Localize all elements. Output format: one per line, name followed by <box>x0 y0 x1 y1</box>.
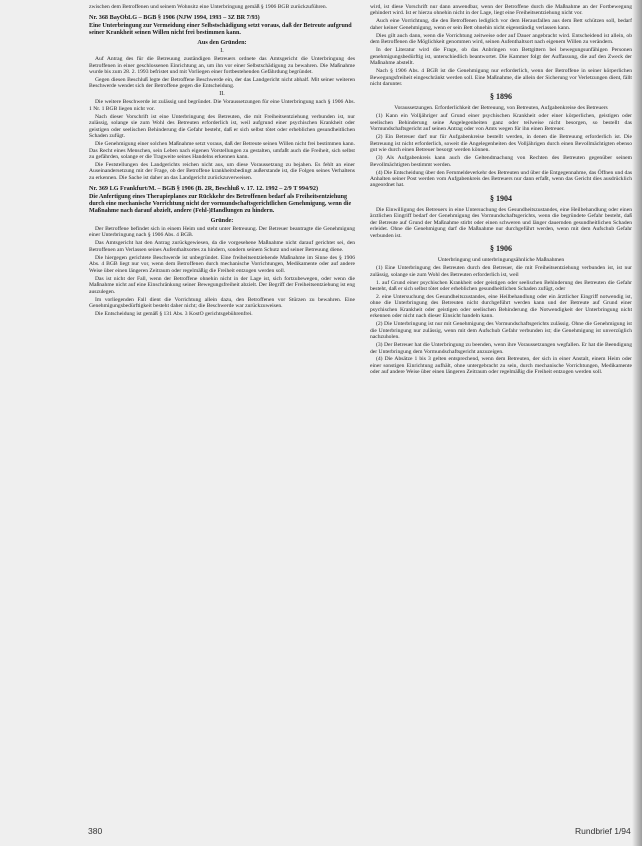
section-roman-2: II. <box>219 91 225 98</box>
intro-paragraph: zwischen dem Betroffenen und seinem Wohnsitz eine Unterbringung gemäß § 1906 BGB zurückzuführen. <box>89 4 328 10</box>
statute-paragraph: Die Einwilligung des Betreuers in eine Untersuchung des Gesundheitszustandes, eine Heilbehandlung oder einen ärztlichen Eingriff bedarf der Genehmigung des Vormundschaftsgerichts, wenn die begründete Gefahr besteht, daß der Betreute auf Grund der Maßnahme stirbt oder einen schweren und länger dauernden gesundheitlichen Schaden erleidet. Ohne die Genehmigung darf die Maßnahme nur durchgeführt werden, wenn mit dem Aufschub Gefahr verbunden ist. <box>370 206 632 239</box>
statute-paragraph: (3) Der Betreuer hat die Unterbringung zu beenden, wenn ihre Voraussetzungen wegfallen. Er hat die Beendigung der Unterbringung dem Vormundschaftsgericht anzuzeigen. <box>370 342 632 355</box>
statute-paragraph: 2. eine Untersuchung des Gesundheitszustandes, eine Heilbehandlung oder ein ärztlicher Eingriff notwendig ist, ohne die Unterbringung des Betreuten nicht durchgeführt werden kann und der Betreute auf Grund einer psychischen Krankheit oder geistigen oder seelischen Behinderung die Notwendigkeit der Unterbringung nicht erkennen oder nicht nach dieser Einsicht handeln kann. <box>370 293 632 320</box>
case-citation-2: Nr. 369 LG Frankfurt/M. – BGB § 1906 (B. 2R, Beschluß v. 17. 12. 1992 – 2/9 T 994/92) <box>89 185 319 193</box>
statute-subtitle-1906: Unterbringung und unterbringungsähnliche Maßnahmen <box>437 257 565 264</box>
body-paragraph: Im vorliegenden Fall dient die Vorrichtung allein dazu, den Betroffenen vor Stürzen zu bewahren. Eine Genehmigungsbedürftigkeit besteht daher nicht; die Beschwerde war zurückzuweisen. <box>89 296 355 309</box>
statute-paragraph: (1) Eine Unterbringung des Betreuten durch den Betreuer, die mit Freiheitsentziehung verbunden ist, ist nur zulässig, solange sie zum Wohl des Betreuten erforderlich ist, weil <box>370 265 632 278</box>
case-citation-1: Nr. 368 BayObLG – BGB § 1906 (NJW 1994, 1993 – 3Z BR 7/93) <box>89 14 260 22</box>
body-paragraph: Das ist nicht der Fall, wenn der Betroffene ohnehin nicht in der Lage ist, sich fortzubewegen, oder wenn die Maßnahme nicht auf eine Einschränkung seiner Bewegungsfreiheit abzielt. Der Begriff der Freiheitsentziehung ist eng auszulegen. <box>89 275 355 295</box>
body-paragraph: Die hiergegen gerichtete Beschwerde ist unbegründet. Eine freiheitsentziehende Maßnahme im Sinne des § 1906 Abs. 4 BGB liegt nur vor, wenn dem Betroffenen durch mechanische Vorrichtungen, Medikamente oder auf andere Weise über einen längeren Zeitraum oder regelmäßig die Freiheit entzogen werden soll. <box>89 254 355 274</box>
statute-paragraph: (3) Als Aufgabenkreis kann auch die Geltendmachung von Rechten des Betreuten gegenüber seinem Bevollmächtigten bestimmt werden. <box>370 155 632 168</box>
body-paragraph: wird, ist diese Vorschrift nur dann anwendbar, wenn der Betroffene durch die Maßnahme an der Fortbewegung gehindert wird. Ist er hierzu ohnehin nicht in der Lage, liegt eine Freiheitsentziehung nicht vor. <box>370 4 632 17</box>
body-paragraph: Das Amtsgericht hat den Antrag zurückgewiesen, da die vorgesehene Maßnahme nicht darauf gerichtet sei, den Betroffenen am Verlassen seines Aufenthaltsortes zu hindern, sondern seinem Schutz und seiner Betreuung diene. <box>89 240 355 253</box>
left-column <box>89 4 355 319</box>
page-number: 380 <box>88 826 103 836</box>
body-paragraph: Die Feststellungen des Landgerichts reichen nicht aus, um diese Voraussetzung zu bejahen. Es fehlt an einer Auseinandersetzung mit der Frage, ob der Betroffene krankheitsbedingt außerstande ist, die Folgen seines Verhaltens zu erkennen. Die Sache ist daher an das Landgericht zurückzuverweisen. <box>89 161 355 181</box>
case-headnote-1: Eine Unterbringung zur Vermeidung einer Selbstschädigung setzt voraus, daß der Betreute aufgrund seiner Krankheit seinen Willen nicht frei bestimmen kann. <box>89 23 352 37</box>
statute-paragraph: (4) Die Entscheidung über den Fernmeldeverkehr des Betreuten und über die Entgegennahme, das Öffnen und das Anhalten seiner Post werden vom Aufgabenkreis des Betreuers nur dann erfaßt, wenn das Gericht dies ausdrücklich angeordnet hat. <box>370 169 632 189</box>
statute-paragraph: (4) Die Absätze 1 bis 3 gelten entsprechend, wenn dem Betreuten, der sich in einer Anstalt, einem Heim oder einer sonstigen Einrichtung aufhält, ohne untergebracht zu sein, durch mechanische Vorrichtungen, Medikamente oder auf andere Weise über einen längeren Zeitraum oder regelmäßig die Freiheit entzogen werden soll. <box>370 356 632 376</box>
body-paragraph: Gegen diesen Beschluß legte der Betroffene Beschwerde ein, der das Landgericht nicht abhalf. Mit seiner weiteren Beschwerde wendet sich der Betroffene gegen die Entscheidung. <box>89 77 355 90</box>
section-roman-1: I. <box>220 48 224 55</box>
body-paragraph: Die Genehmigung einer solchen Maßnahme setzt voraus, daß der Betreute seinen Willen nicht frei bestimmen kann. Das Recht eines Menschen, sein Leben nach eigenen Vorstellungen zu gestalten, umfaßt auch die Freiheit, sich selbst zu gefährden, solange er die Tragweite seines Handelns erkennen kann. <box>89 141 355 161</box>
body-paragraph: In der Literatur wird die Frage, ob das Anbringen von Bettgittern bei bewegungsunfähigen Personen genehmigungsbedürftig ist, unterschiedlich beantwortet. Die Kammer folgt der Auffassung, die auf den Zweck der Maßnahme abstellt. <box>370 47 632 67</box>
body-paragraph: Nach dieser Vorschrift ist eine Unterbringung des Betreuten, die mit Freiheitsentziehung verbunden ist, nur zulässig, solange sie zum Wohl des Betreuten erforderlich ist, weil aufgrund einer psychischen Krankheit oder geistigen oder seelischen Behinderung die Gefahr besteht, daß er sich selbst tötet oder erheblichen gesundheitlichen Schaden zufügt. <box>89 113 355 140</box>
body-paragraph: Der Betroffene befindet sich in einem Heim und steht unter Betreuung. Der Betreuer beantragte die Genehmigung einer Unterbringung nach § 1906 Abs. 4 BGB. <box>89 226 355 239</box>
body-paragraph: Dies gilt auch dann, wenn die Vorrichtung zeitweise oder auf Dauer angebracht wird. Entscheidend ist allein, ob dem Betroffenen die Möglichkeit genommen wird, seinen Aufenthaltsort nach eigenem Willen zu verändern. <box>370 32 632 46</box>
statute-paragraph: 1. auf Grund einer psychischen Krankheit oder geistigen oder seelischen Behinderung des Betreuten die Gefahr besteht, daß er sich selbst tötet oder erheblichen gesundheitlichen Schaden zufügt, oder <box>370 279 632 292</box>
reasons-heading-1: Aus den Gründen: <box>197 39 247 47</box>
statute-heading-1904: § 1904 <box>490 193 512 203</box>
issue-label: Rundbrief 1/94 <box>575 826 631 836</box>
statute-heading-1906: § 1906 <box>490 244 512 254</box>
body-paragraph: Die Entscheidung ist gemäß § 131 Abs. 3 KostO gerichtsgebührenfrei. <box>95 310 253 317</box>
body-paragraph: Nach § 1906 Abs. 4 BGB ist die Genehmigung nur erforderlich, wenn der Betroffene in seiner körperlichen Bewegungsfreiheit eingeschränkt werden soll. Eine Maßnahme, die allein der Sicherung vor Verletzungen dient, fällt nicht darunter. <box>370 68 632 87</box>
statute-subtitle-1896: Voraussetzungen. Erforderlichkeit der Betreuung, von Betreuten, Aufgabenkreise des Betreuers <box>394 105 608 112</box>
statute-paragraph: (2) Die Unterbringung ist nur mit Genehmigung des Vormundschaftsgerichts zulässig. Ohne die Genehmigung ist die Unterbringung nur zulässig, wenn mit dem Aufschub Gefahr verbunden ist; die Genehmigung ist unverzüglich nachzuholen. <box>370 321 632 341</box>
body-paragraph: Auf Antrag des für die Betreuung zuständigen Betreuers ordnete das Amtsgericht die Unterbringung des Betroffenen in einer geschlossenen Einrichtung an, um ihn vor einer Selbstschädigung zu bewahren. Die Maßnahme wurde bis zum 28. 2. 1993 befristet und mit Vorliegen einer fortbestehenden Gefährdung begründet. <box>89 56 355 76</box>
statute-heading-1896: § 1896 <box>490 92 512 102</box>
statute-paragraph: (1) Kann ein Volljähriger auf Grund einer psychischen Krankheit oder einer körperlichen, geistigen oder seelischen Behinderung seine Angelegenheiten ganz oder teilweise nicht besorgen, so bestellt das Vormundschaftsgericht auf seinen Antrag oder von Amts wegen für ihn einen Betreuer. <box>370 113 632 133</box>
body-paragraph: Die weitere Beschwerde ist zulässig und begründet. Die Voraussetzungen für eine Unterbringung nach § 1906 Abs. 1 Nr. 1 BGB liegen nicht vor. <box>89 99 355 112</box>
case-headnote-2: Die Anfertigung eines Therapieplanes zur Rückkehr des Betroffenen bedarf als Freiheitsentziehung durch eine mechanische Vorrichtung nicht der vormundschaftsgerichtlichen Genehmigung, wenn die Maßnahme nach darauf abzielt, andere (Fehl-)Handlungen zu hindern. <box>89 194 352 215</box>
statute-paragraph: (2) Ein Betreuer darf nur für Aufgabenkreise bestellt werden, in denen die Betreuung erforderlich ist. Die Betreuung ist nicht erforderlich, soweit die Angelegenheiten des Volljährigen durch einen Bevollmächtigten ebenso gut wie durch einen Betreuer besorgt werden können. <box>370 134 632 154</box>
body-paragraph: Auch eine Vorrichtung, die den Betroffenen lediglich vor dem Herausfallen aus dem Bett schützen soll, bedarf daher keiner Genehmigung, wenn er sein Bett ohnehin nicht eigenständig verlassen kann. <box>370 18 632 31</box>
reasons-heading-2: Gründe: <box>210 217 234 225</box>
right-column <box>370 4 632 377</box>
